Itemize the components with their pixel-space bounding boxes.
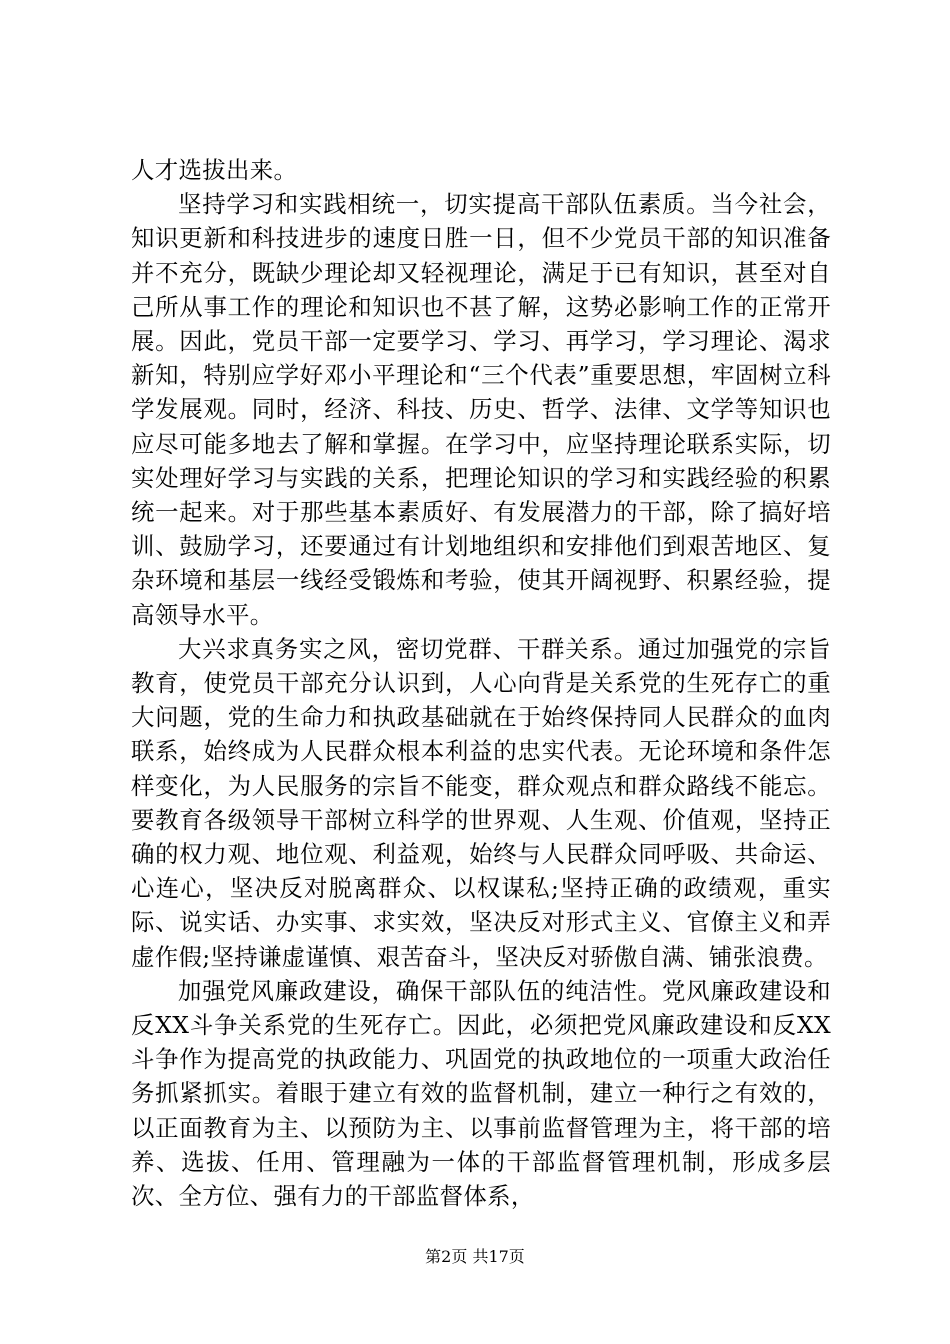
paragraph-4: 加强党风廉政建设，确保干部队伍的纯洁性。党风廉政建设和反XX斗争关系党的生死存亡。因此，必须把党风廉政建设和反XX斗争作为提高党的执政能力、巩固党的执政地位的一项重大政治任务抓紧抓实。着眼于建立有效的监督机制，建立一种行之有效的，以正面教育为主、以预防为主、以事前监督管理为主，将干部的培养、选拔、任用、管理融为一体的干部监督管理机制，形成多层次、全方位、强有力的干部监督体系， bbox=[131, 976, 831, 1211]
page-footer: 第2页 共17页 bbox=[425, 1247, 525, 1266]
paragraph-3: 大兴求真务实之风，密切党群、干群关系。通过加强党的宗旨教育，使党员干部充分认识到，人心向背是关系党的生死存亡的重大问题，党的生命力和执政基础就在于始终保持同人民群众的血肉联系，始终成为人民群众根本利益的忠实代表。无论环境和条件怎样变化，为人民服务的宗旨不能变，群众观点和群众路线不能忘。要教育各级领导干部树立科学的世界观、人生观、价值观，坚持正确的权力观、地位观、利益观，始终与人民群众同呼吸、共命运、心连心，坚决反对脱离群众、以权谋私;坚持正确的政绩观，重实际、说实话、办实事、求实效，坚决反对形式主义、官僚主义和弄虚作假;坚持谦虚谨慎、艰苦奋斗，坚决反对骄傲自满、铺张浪费。 bbox=[131, 634, 831, 971]
paragraph-1: 人才选拔出来。 bbox=[131, 156, 298, 184]
body-text bbox=[131, 153, 831, 1213]
paragraph-2: 坚持学习和实践相统一，切实提高干部队伍素质。当今社会，知识更新和科技进步的速度日胜一日，但不少党员干部的知识准备并不充分，既缺少理论却又轻视理论，满足于已有知识，甚至对自己所从事工作的理论和知识也不甚了解，这势必影响工作的正常开展。因此，党员干部一定要学习、学习、再学习，学习理论、渴求新知，特别应学好邓小平理论和“三个代表”重要思想，牢固树立科学发展观。同时，经济、科技、历史、哲学、法律、文学等知识也应尽可能多地去了解和掌握。在学习中，应坚持理论联系实际，切实处理好学习与实践的关系，把理论知识的学习和实践经验的积累统一起来。对于那些基本素质好、有发展潜力的干部，除了搞好培训、鼓励学习，还要通过有计划地组织和安排他们到艰苦地区、复杂环境和基层一线经受锻炼和考验，使其开阔视野、积累经验，提高领导水平。 bbox=[131, 190, 831, 629]
